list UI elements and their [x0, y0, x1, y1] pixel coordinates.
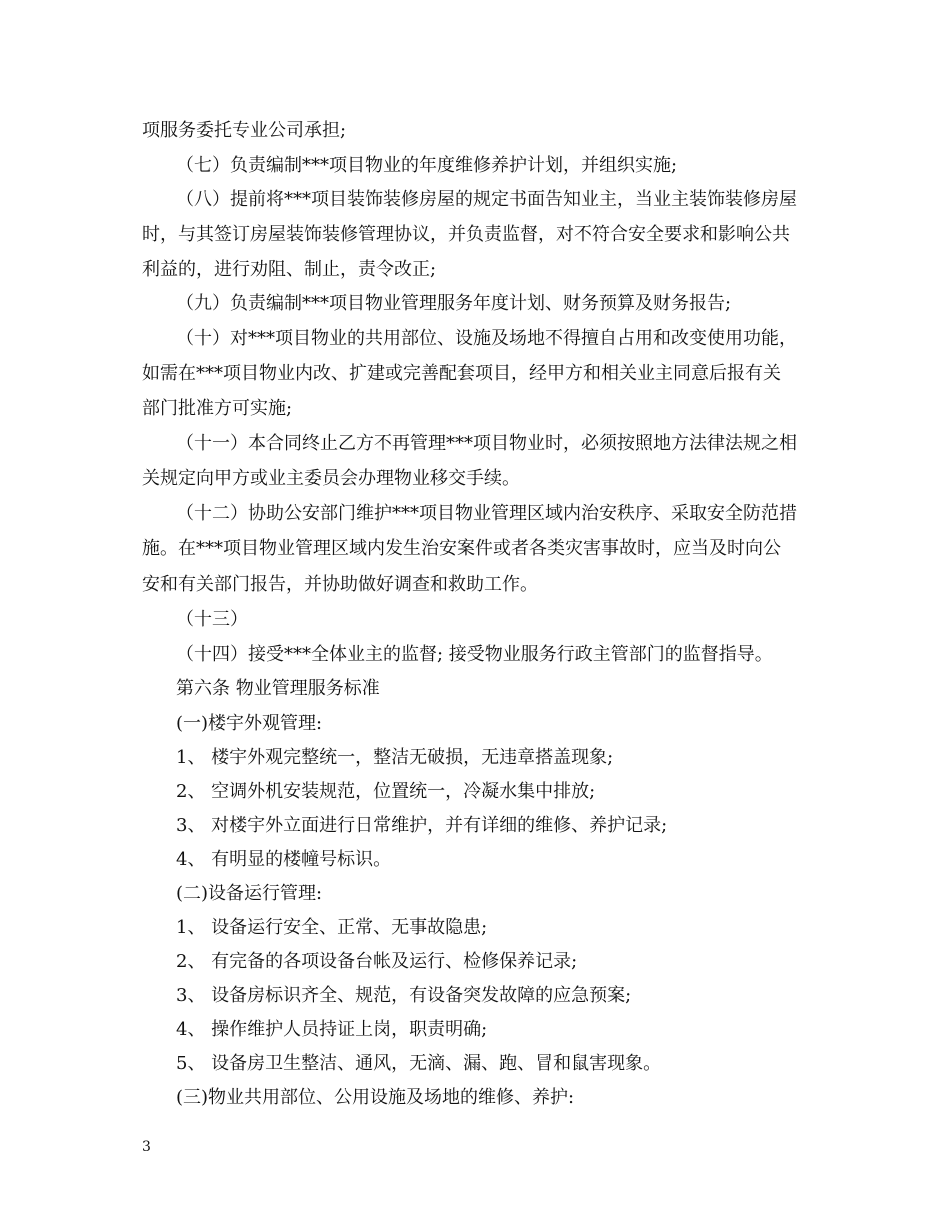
subsection-heading: (三)物业共用部位、公用设施及场地的维修、养护: [176, 1087, 575, 1108]
subsection-heading: (一)楼宇外观管理: [176, 713, 323, 734]
paragraph-line: 如需在***项目物业内改、扩建或完善配套项目，经甲方和相关业主同意后报有关 [142, 363, 781, 384]
page-number: 3 [142, 1139, 151, 1155]
list-item: 3、 设备房标识齐全、规范，有设备突发故障的应急预案; [176, 985, 632, 1006]
subsection-heading: (二)设备运行管理: [176, 883, 323, 904]
list-item: 2、 有完备的各项设备台帐及运行、检修保养记录; [176, 951, 578, 972]
list-item: 4、 有明显的楼幢号标识。 [176, 849, 392, 870]
list-item: 1、 设备运行安全、正常、无事故隐患; [176, 917, 488, 938]
paragraph-line: （十三） [176, 609, 248, 630]
list-item: 5、 设备房卫生整洁、通风，无滴、漏、跑、冒和鼠害现象。 [176, 1053, 662, 1074]
paragraph-line: （七）负责编制***项目物业的年度维修养护计划，并组织实施; [176, 155, 678, 176]
paragraph-line: （十四）接受***全体业主的监督; 接受物业服务行政主管部门的监督指导。 [176, 644, 773, 665]
paragraph-line: 关规定向甲方或业主委员会办理物业移交手续。 [142, 468, 520, 489]
section-heading: 第六条 物业管理服务标准 [176, 678, 380, 699]
paragraph-line: （十二）协助公安部门维护***项目物业管理区域内治安秩序、采取安全防范措 [176, 503, 797, 524]
list-item: 3、 对楼宇外立面进行日常维护，并有详细的维修、养护记录; [176, 815, 668, 836]
paragraph-line: （十一）本合同终止乙方不再管理***项目物业时，必须按照地方法律法规之相 [176, 433, 797, 454]
paragraph-line: （十）对***项目物业的共用部位、设施及场地不得擅自占用和改变使用功能， [176, 328, 797, 349]
paragraph-line: （八）提前将***项目装饰装修房屋的规定书面告知业主，当业主装饰装修房屋 [176, 189, 797, 210]
list-item: 1、 楼宇外观完整统一，整洁无破损，无违章搭盖现象; [176, 747, 614, 768]
paragraph-line: 利益的，进行劝阻、制止，责令改正; [142, 259, 437, 280]
paragraph-line: 安和有关部门报告，并协助做好调查和救助工作。 [142, 574, 538, 595]
paragraph-line: 项服务委托专业公司承担; [142, 120, 347, 141]
paragraph-line: 部门批准方可实施; [142, 398, 293, 419]
list-item: 4、 操作维护人员持证上岗，职责明确; [176, 1019, 488, 1040]
paragraph-line: （九）负责编制***项目物业管理服务年度计划、财务预算及财务报告; [176, 293, 732, 314]
list-item: 2、 空调外机安装规范，位置统一，冷凝水集中排放; [176, 781, 596, 802]
paragraph-line: 施。在***项目物业管理区域内发生治安案件或者各类灾害事故时，应当及时向公 [142, 538, 781, 559]
paragraph-line: 时，与其签订房屋装饰装修管理协议，并负责监督，对不符合安全要求和影响公共 [142, 224, 790, 245]
